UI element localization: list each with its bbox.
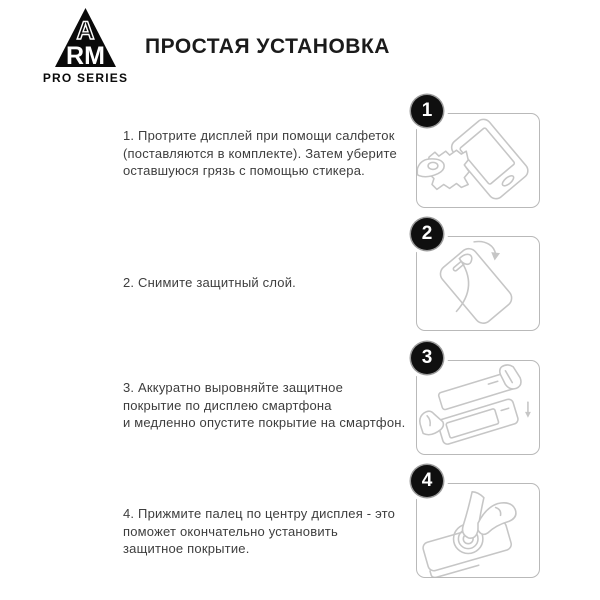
step-3-text xyxy=(123,379,405,432)
thumb-nail xyxy=(428,162,438,169)
step-text-line: 1. Протрите дисплей при помощи салфеток xyxy=(123,128,395,143)
press-finger-on-display-center-icon xyxy=(417,484,539,577)
step-text-line: (поставляются в комплекте). Затем уберите xyxy=(123,145,397,161)
step-number: 2 xyxy=(421,223,433,244)
step-number: 1 xyxy=(421,100,433,121)
step-number: 4 xyxy=(421,470,433,491)
step-1-figure xyxy=(416,100,540,208)
step-2-figure xyxy=(416,223,540,331)
step-text-line: 2. Снимите защитный слой. xyxy=(123,275,296,290)
step-text-line: и медленно опустите покрытие на смартфон. xyxy=(123,415,406,430)
step-text-line: поможет окончательно установить xyxy=(123,523,338,539)
wipe-display-with-cloth-icon xyxy=(417,114,539,207)
step-2-badge xyxy=(411,218,443,250)
step-text-line: защитное покрытие. xyxy=(123,541,250,556)
step-4-text xyxy=(123,505,395,558)
arrowhead xyxy=(491,252,500,260)
step-1-badge xyxy=(411,95,443,127)
brand-logo xyxy=(42,6,130,84)
step-3-badge xyxy=(411,342,443,374)
step-4-figure xyxy=(416,470,540,578)
left-hand xyxy=(420,411,444,435)
arm-triangle-logo-icon xyxy=(42,6,130,84)
step-text-line: 4. Прижмите палец по центру дисплея - это xyxy=(123,506,396,521)
step-text-line: 3. Аккуратно выровняйте защитное xyxy=(123,380,344,395)
step-2-text xyxy=(123,274,296,292)
step-text-line: оставшуюся грязь с помощью стикера. xyxy=(123,163,365,178)
logo-tagline: PRO SERIES xyxy=(42,71,129,84)
step-4-badge xyxy=(411,465,443,497)
step-text-line: покрытие по дисплею смартфона xyxy=(123,397,332,413)
step-number: 3 xyxy=(421,347,433,368)
logo-letters-rm: RM xyxy=(66,42,105,70)
peel-protective-layer-icon xyxy=(417,237,539,330)
logo-letter-a: A xyxy=(76,17,95,45)
step-1-text xyxy=(123,127,397,180)
align-and-lower-protector-icon xyxy=(417,361,539,454)
step-3-figure xyxy=(416,347,540,455)
arrowhead xyxy=(525,412,531,418)
page-title: ПРОСТАЯ УСТАНОВКА xyxy=(145,35,390,58)
